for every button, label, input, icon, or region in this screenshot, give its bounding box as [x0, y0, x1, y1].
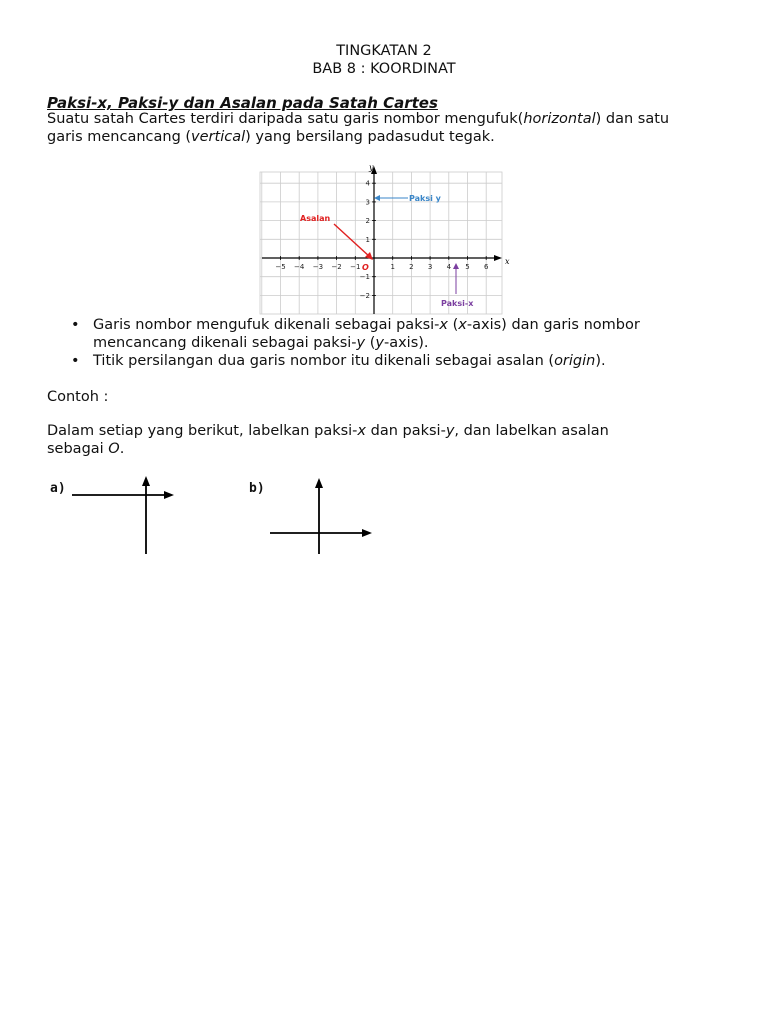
- x-tick-label: 1: [390, 263, 395, 271]
- section-heading: Paksi-x, Paksi-y dan Asalan pada Satah Cartes: [47, 94, 438, 112]
- bullet-dot-icon: •: [71, 353, 80, 369]
- y-axis-callout: Paksi y: [409, 194, 441, 203]
- x-axis-callout: Paksi-x: [441, 299, 474, 308]
- exercise-a-axes: [68, 474, 178, 556]
- x-tick-label: 5: [465, 263, 470, 271]
- y-tick-label: 1: [365, 235, 370, 244]
- cartesian-plane-figure: [258, 160, 508, 318]
- exercise-instruction-line1: Dalam setiap yang berikut, labelkan paksi-x dan paksi-y, dan labelkan asalan: [47, 423, 609, 439]
- y-axis-label: y: [369, 163, 374, 172]
- document-title-line2: BAB 8 : KOORDINAT: [312, 61, 456, 77]
- y-tick-label: 4: [365, 179, 370, 188]
- x-tick-label: 6: [483, 263, 489, 271]
- intro-paragraph-line1: Suatu satah Cartes terdiri daripada satu garis nombor mengufuk(horizontal) dan satu: [47, 111, 670, 127]
- origin-label: O: [362, 263, 369, 272]
- exercise-a-label: a): [50, 481, 66, 496]
- origin-callout: Asalan: [300, 214, 331, 223]
- bullet-item-axes: • Garis nombor mengufuk dikenali sebagai paksi-x (x-axis) dan garis nombor mencancang dikenali sebagai paksi-y (y-axis).: [71, 317, 640, 351]
- bullet-dot-icon: •: [71, 317, 80, 333]
- y-axis-callout-arrow-head: [374, 195, 380, 201]
- example-heading: Contoh :: [47, 389, 109, 405]
- exercise-b-label: b): [249, 481, 265, 496]
- bullet-list: [47, 316, 727, 370]
- x-tick-label: −3: [312, 263, 324, 271]
- x-tick-label: −1: [350, 263, 361, 271]
- y-tick-label: 3: [365, 198, 370, 207]
- axes: [262, 166, 502, 314]
- intro-paragraph-line2: garis mencancang (vertical) yang bersilang padasudut tegak.: [47, 129, 495, 145]
- y-tick-label: −1: [359, 273, 370, 282]
- exercise-b-axes: [268, 474, 378, 556]
- exercise-instruction-line2: sebagai O.: [47, 441, 125, 457]
- bullet-item-origin: • Titik persilangan dua garis nombor itu dikenali sebagai asalan (origin).: [71, 353, 606, 369]
- x-tick-label: 4: [446, 263, 452, 271]
- y-tick-label: 2: [365, 217, 370, 226]
- x-tick-label: 3: [427, 263, 433, 271]
- x-tick-label: −4: [294, 263, 305, 271]
- x-axis-label: x: [505, 257, 510, 266]
- x-tick-label: −5: [275, 263, 286, 271]
- x-axis-callout-arrow-head: [453, 263, 459, 269]
- x-tick-label: −2: [331, 263, 342, 271]
- y-tick-label: −2: [359, 291, 370, 300]
- grid-lines: [260, 172, 502, 314]
- document-title-line1: TINGKATAN 2: [336, 43, 432, 59]
- x-tick-label: 2: [409, 263, 414, 271]
